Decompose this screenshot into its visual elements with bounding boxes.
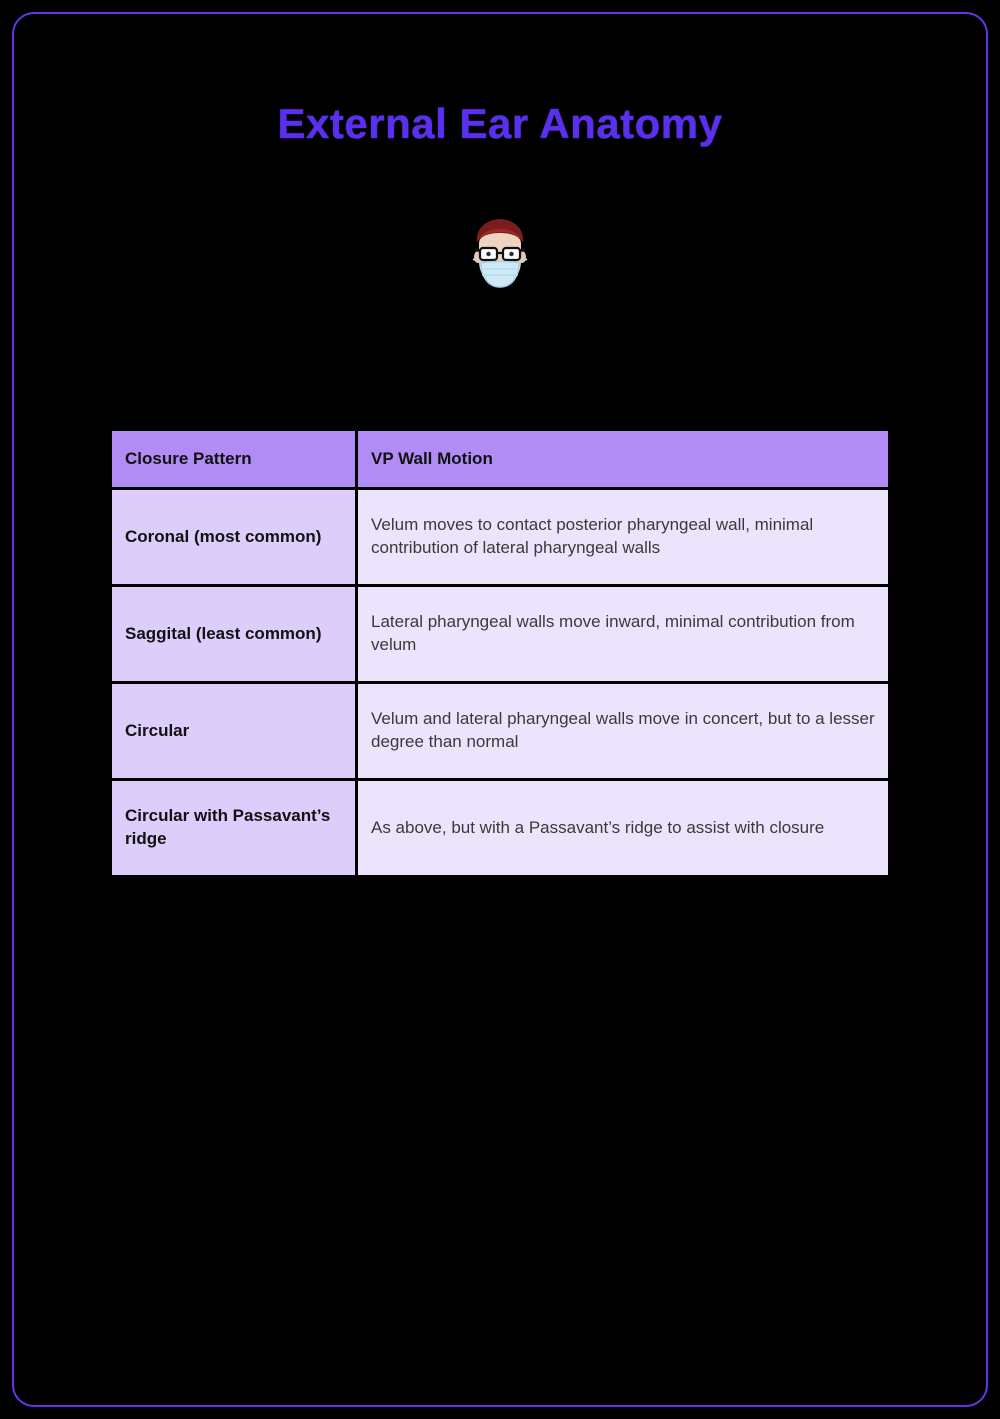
page-content [12,12,988,878]
cell-vp-wall-motion: Lateral pharyngeal walls move inward, minimal contribution from velum [358,587,888,681]
table-header-row [112,431,888,487]
cell-closure-pattern: Circular [112,684,355,778]
vp-closure-table-container [48,428,952,878]
page-title: External Ear Anatomy [277,100,723,147]
cell-closure-pattern: Coronal (most common) [112,490,355,584]
cell-vp-wall-motion: Velum and lateral pharyngeal walls move in concert, but to a lesser degree than normal [358,684,888,778]
vp-closure-table [109,428,891,878]
avatar [48,214,952,300]
cell-closure-pattern: Saggital (least common) [112,587,355,681]
cell-closure-pattern: Circular with Passavant’s ridge [112,781,355,875]
table-row [112,587,888,681]
cell-vp-wall-motion: As above, but with a Passavant’s ridge to assist with closure [358,781,888,875]
table-row [112,490,888,584]
column-header-vp-wall-motion: VP Wall Motion [358,431,888,487]
column-header-closure-pattern: Closure Pattern [112,431,355,487]
cell-vp-wall-motion: Velum moves to contact posterior pharyngeal wall, minimal contribution of lateral pharyngeal walls [358,490,888,584]
doctor-face-with-mask-icon [469,217,531,297]
table-row [112,684,888,778]
table-row [112,781,888,875]
